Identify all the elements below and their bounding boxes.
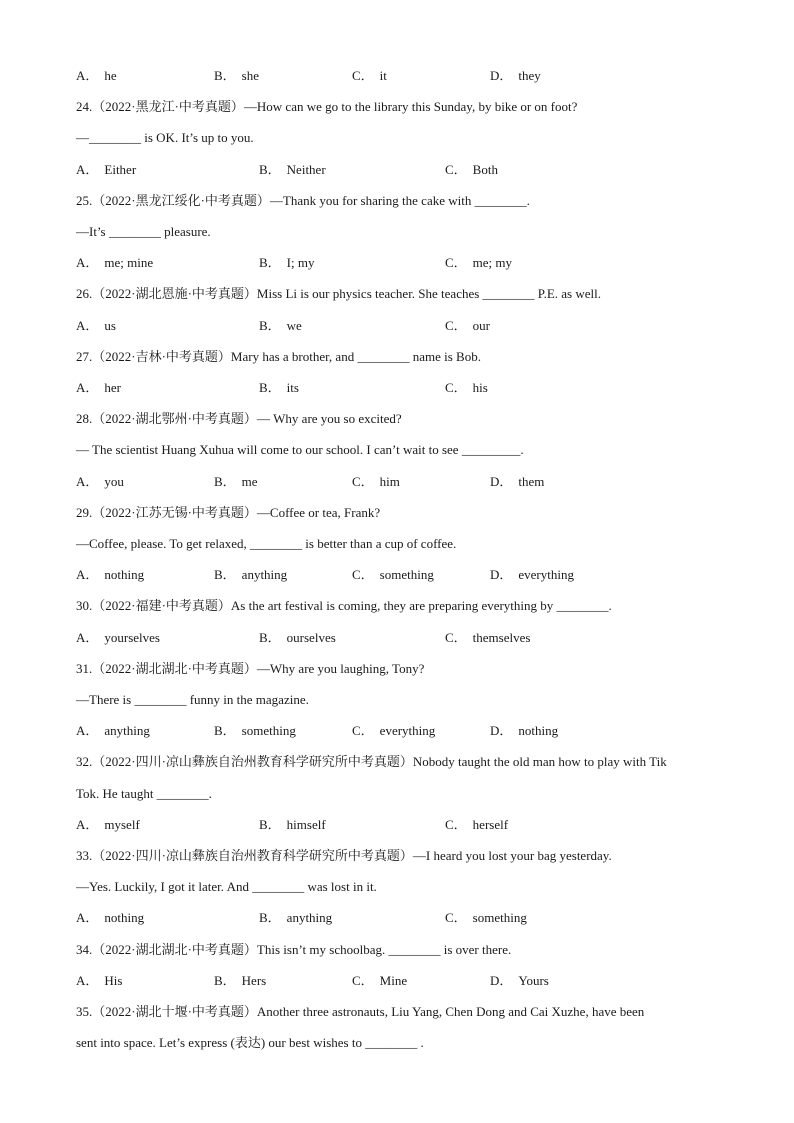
option-letter: C． — [445, 317, 467, 333]
answer-option — [352, 971, 407, 991]
option-text: Hers — [241, 972, 267, 988]
question-line: Tok. He taught ________. — [76, 785, 212, 801]
question-line: —________ is OK. It’s up to you. — [76, 130, 254, 146]
option-letter: B． — [259, 255, 281, 271]
question-line: 27.（2022·吉林·中考真题）Mary has a brother, and ________ name is Bob. — [76, 348, 481, 364]
answer-options — [76, 316, 724, 336]
option-letter: B． — [214, 473, 236, 489]
option-letter: A． — [76, 723, 99, 739]
option-text: them — [518, 473, 545, 489]
option-letter: B． — [259, 161, 281, 177]
option-letter: C． — [445, 816, 467, 832]
question-line: —Yes. Luckily, I got it later. And ________ was lost in it. — [76, 879, 377, 895]
answer-option — [445, 815, 508, 835]
answer-option — [76, 66, 117, 86]
option-letter: B． — [214, 567, 236, 583]
option-text: me; mine — [104, 255, 154, 271]
question-line: 29.（2022·江苏无锡·中考真题）—Coffee or tea, Frank? — [76, 504, 381, 520]
answer-option — [76, 316, 116, 336]
option-letter: A． — [76, 255, 99, 271]
answer-option — [445, 378, 488, 398]
option-text: everything — [518, 567, 574, 583]
option-letter: A． — [76, 161, 99, 177]
answer-option — [490, 971, 549, 991]
answer-options — [76, 721, 724, 741]
question-line: 26.（2022·湖北恩施·中考真题）Miss Li is our physics teacher. She teaches ________ P.E. as well. — [76, 286, 601, 302]
option-text: nothing — [518, 723, 559, 739]
option-text: Neither — [286, 161, 326, 177]
answer-option — [76, 378, 121, 398]
option-letter: A． — [76, 380, 99, 395]
option-text: we — [286, 317, 302, 333]
option-text: me; my — [472, 255, 513, 271]
question-line: 25.（2022·黑龙江绥化·中考真题）—Thank you for sharing the cake with ________. — [76, 192, 530, 208]
answer-option — [76, 472, 124, 492]
answer-options — [76, 971, 724, 991]
option-text: anything — [241, 567, 288, 583]
option-text: you — [104, 473, 124, 489]
option-letter: B． — [214, 68, 236, 83]
question-line: 35.（2022·湖北十堰·中考真题）Another three astronauts, Liu Yang, Chen Dong and Cai Xuzhe, have been — [76, 1004, 645, 1019]
option-text: himself — [286, 816, 326, 832]
answer-option — [76, 628, 160, 648]
option-text: she — [241, 68, 260, 83]
question-line: —Coffee, please. To get relaxed, ________ is better than a cup of coffee. — [76, 536, 457, 551]
answer-option — [490, 66, 541, 86]
option-text: our — [472, 317, 491, 333]
option-text: us — [104, 317, 116, 333]
question-line: 32.（2022·四川·凉山彝族自治州教育科学研究所中考真题）Nobody taught the old man how to play with Tik — [76, 754, 667, 770]
answer-options — [76, 253, 724, 273]
option-letter: D． — [490, 68, 513, 83]
option-letter: B． — [259, 629, 281, 645]
option-letter: A． — [76, 317, 99, 333]
option-text: anything — [104, 723, 150, 739]
answer-options — [76, 66, 724, 86]
option-text: everything — [379, 723, 436, 739]
option-letter: C． — [445, 161, 467, 177]
answer-option — [214, 565, 287, 585]
answer-option — [259, 815, 326, 835]
option-letter: A． — [76, 816, 99, 832]
answer-option — [259, 908, 332, 928]
option-text: Either — [104, 161, 137, 177]
option-letter: D． — [490, 972, 513, 988]
question-line: 30.（2022·福建·中考真题）As the art festival is coming, they are preparing everything by ________. — [76, 598, 612, 614]
answer-option — [352, 66, 387, 86]
option-letter: B． — [259, 816, 281, 832]
answer-option — [214, 971, 266, 991]
option-text: myself — [104, 816, 140, 832]
option-text: yourselves — [104, 629, 160, 645]
option-letter: B． — [259, 317, 281, 333]
option-text: something — [379, 567, 434, 583]
answer-option — [445, 628, 530, 648]
answer-option — [259, 160, 326, 180]
option-letter: A． — [76, 68, 99, 83]
option-text: nothing — [104, 910, 145, 926]
question-line: — The scientist Huang Xuhua will come to our school. I can’t wait to see _________. — [76, 442, 524, 458]
answer-option — [76, 908, 144, 928]
option-text: he — [104, 68, 117, 83]
answer-options — [76, 472, 724, 492]
answer-option — [490, 721, 558, 741]
option-text: they — [518, 68, 541, 83]
option-text: it — [379, 68, 387, 83]
question-line: —There is ________ funny in the magazine. — [76, 692, 309, 707]
option-text: His — [104, 972, 123, 988]
option-letter: C． — [445, 910, 467, 926]
option-letter: B． — [259, 910, 281, 926]
option-letter: A． — [76, 629, 99, 645]
option-letter: C． — [352, 972, 374, 988]
answer-options — [76, 908, 724, 928]
answer-option — [445, 908, 527, 928]
option-text: me — [241, 473, 258, 489]
option-text: ourselves — [286, 629, 336, 645]
question-line: sent into space. Let’s express (表达) our best wishes to ________ . — [76, 1035, 424, 1051]
option-letter: D． — [490, 473, 513, 489]
option-letter: A． — [76, 972, 99, 988]
option-text: themselves — [472, 629, 531, 645]
option-text: its — [286, 380, 299, 395]
option-text: his — [472, 380, 488, 395]
option-letter: C． — [445, 255, 467, 271]
answer-option — [76, 565, 144, 585]
answer-option — [259, 628, 336, 648]
answer-option — [259, 378, 299, 398]
answer-option — [445, 160, 498, 180]
question-line: 33.（2022·四川·凉山彝族自治州教育科学研究所中考真题）—I heard you lost your bag yesterday. — [76, 848, 612, 863]
answer-option — [352, 565, 434, 585]
option-text: nothing — [104, 567, 145, 583]
answer-option — [352, 721, 435, 741]
answer-option — [445, 316, 490, 336]
option-text: anything — [286, 910, 333, 926]
option-letter: D． — [490, 723, 513, 739]
option-letter: C． — [445, 380, 467, 395]
answer-options — [76, 628, 724, 648]
option-letter: B． — [214, 972, 236, 988]
answer-options — [76, 160, 724, 180]
answer-options — [76, 378, 724, 398]
option-text: I; my — [286, 255, 315, 271]
answer-option — [214, 472, 258, 492]
option-letter: C． — [445, 629, 467, 645]
option-letter: C． — [352, 68, 374, 83]
option-text: him — [379, 473, 400, 489]
question-line: 31.（2022·湖北湖北·中考真题）—Why are you laughing, Tony? — [76, 660, 425, 676]
option-text: something — [241, 723, 296, 739]
option-text: her — [104, 380, 121, 395]
answer-options — [76, 565, 724, 585]
answer-option — [76, 160, 136, 180]
answer-option — [352, 472, 400, 492]
option-letter: C． — [352, 567, 374, 583]
answer-option — [76, 815, 140, 835]
answer-option — [214, 66, 259, 86]
option-letter: A． — [76, 910, 99, 926]
option-letter: A． — [76, 473, 99, 489]
option-letter: C． — [352, 723, 374, 739]
answer-options — [76, 815, 724, 835]
answer-option — [76, 721, 150, 741]
question-line: 34.（2022·湖北湖北·中考真题）This isn’t my schoolbag. ________ is over there. — [76, 941, 512, 957]
question-line: 24.（2022·黑龙江·中考真题）—How can we go to the library this Sunday, by bike or on foot? — [76, 99, 578, 115]
option-text: herself — [472, 816, 509, 832]
answer-option — [490, 472, 544, 492]
option-letter: B． — [259, 380, 281, 395]
option-text: Both — [472, 161, 498, 177]
answer-option — [76, 971, 122, 991]
answer-option — [259, 316, 302, 336]
option-letter: D． — [490, 567, 513, 583]
option-letter: A． — [76, 567, 99, 583]
answer-option — [214, 721, 296, 741]
option-letter: B． — [214, 723, 236, 739]
answer-option — [259, 253, 314, 273]
option-text: something — [472, 910, 527, 926]
answer-option — [445, 253, 512, 273]
answer-option — [76, 253, 153, 273]
question-line: 28.（2022·湖北鄂州·中考真题）— Why are you so excited? — [76, 411, 402, 427]
option-text: Mine — [379, 972, 408, 988]
option-letter: C． — [352, 473, 374, 489]
answer-option — [490, 565, 574, 585]
question-line: —It’s ________ pleasure. — [76, 224, 211, 239]
option-text: Yours — [518, 972, 549, 988]
